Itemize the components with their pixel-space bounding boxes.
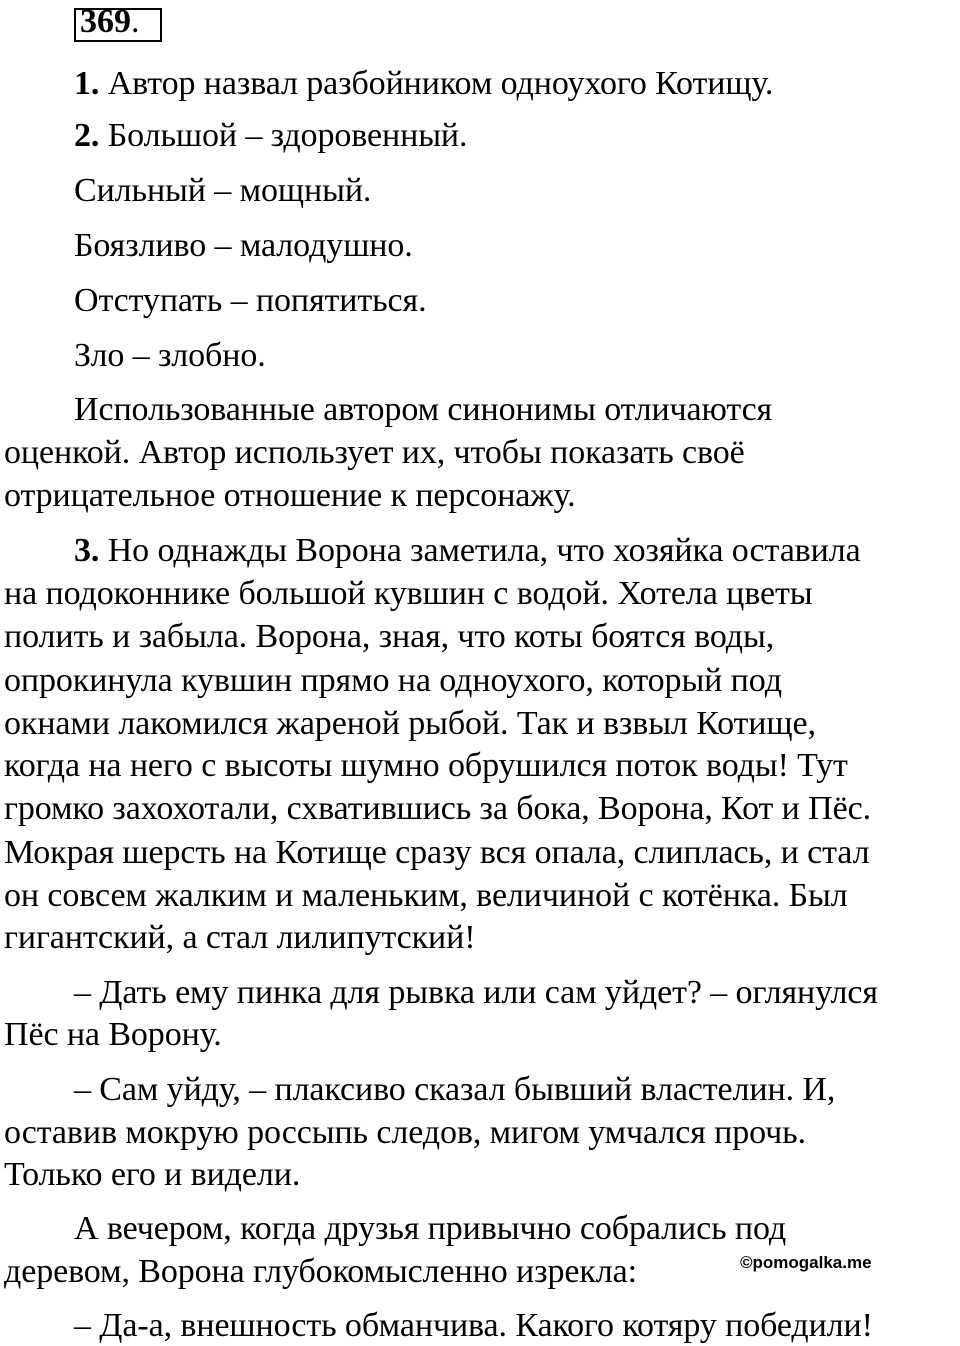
- explanation-line: отрицательное отношение к персонажу.: [4, 477, 576, 514]
- exercise-number: [80, 2, 140, 42]
- dialogue-line: Пёс на Ворону.: [4, 1016, 222, 1053]
- dialogue-line: – Сам уйду, – плаксиво сказал бывший властелин. И,: [74, 1071, 836, 1108]
- exercise-number-value: 369: [80, 3, 131, 40]
- synonym-line: Боязливо – малодушно.: [74, 227, 413, 264]
- story-line: громко захохотали, схватившись за бока, Ворона, Кот и Пёс.: [4, 790, 872, 827]
- answer-item-2-marker: 2.: [74, 117, 100, 154]
- answer-item-3-first-line: Но однажды Ворона заметила, что хозяйка оставила: [99, 532, 861, 569]
- story-line: Мокрая шерсть на Котище сразу вся опала, слиплась, и стал: [4, 834, 870, 871]
- answer-item-1: [74, 64, 773, 104]
- story-line: полить и забыла. Ворона, зная, что коты боятся воды,: [4, 618, 775, 655]
- answer-item-2: [74, 116, 467, 156]
- story-line: окнами лакомился жареной рыбой. Так и взвыл Котище,: [4, 705, 816, 742]
- watermark: ©pomogalka.me: [740, 1253, 872, 1272]
- synonym-line: Сильный – мощный.: [74, 172, 372, 209]
- dialogue-line: – Дать ему пинка для рывка или сам уйдет? – оглянулся: [74, 974, 878, 1011]
- answer-item-1-marker: 1.: [74, 65, 100, 102]
- answer-item-3-marker: 3.: [74, 532, 100, 569]
- explanation-line: оценкой. Автор использует их, чтобы показать своё: [4, 434, 745, 471]
- story-line: гигантский, а стал лилипутский!: [4, 919, 476, 956]
- answer-item-2-text: Большой – здоровенный.: [99, 117, 468, 154]
- dialogue-line: Только его и видели.: [4, 1156, 301, 1193]
- answer-item-3: [74, 531, 861, 571]
- explanation-line: Использованные автором синонимы отличаются: [74, 391, 773, 428]
- story-line: он совсем жалким и маленьким, величиной с котёнка. Был: [4, 877, 848, 914]
- evening-line: деревом, Ворона глубокомысленно изрекла:: [4, 1253, 637, 1290]
- story-line: опрокинула кувшин прямо на одноухого, который под: [4, 662, 782, 699]
- evening-line: А вечером, когда друзья привычно собрались под: [74, 1210, 787, 1247]
- story-line: когда на него с высоты шумно обрушился поток воды! Тут: [4, 747, 848, 784]
- answer-item-1-text: Автор назвал разбойником одноухого Котищу.: [99, 65, 774, 102]
- exercise-number-suffix: .: [131, 3, 140, 40]
- synonym-line: Зло – злобно.: [74, 337, 266, 374]
- story-line: на подоконнике большой кувшин с водой. Хотела цветы: [4, 575, 813, 612]
- dialogue-line: оставив мокрую россыпь следов, мигом умчался прочь.: [4, 1114, 806, 1151]
- synonym-line: Отступать – попятиться.: [74, 282, 427, 319]
- final-line: – Да-а, внешность обманчива. Какого котяру победили!: [74, 1307, 873, 1344]
